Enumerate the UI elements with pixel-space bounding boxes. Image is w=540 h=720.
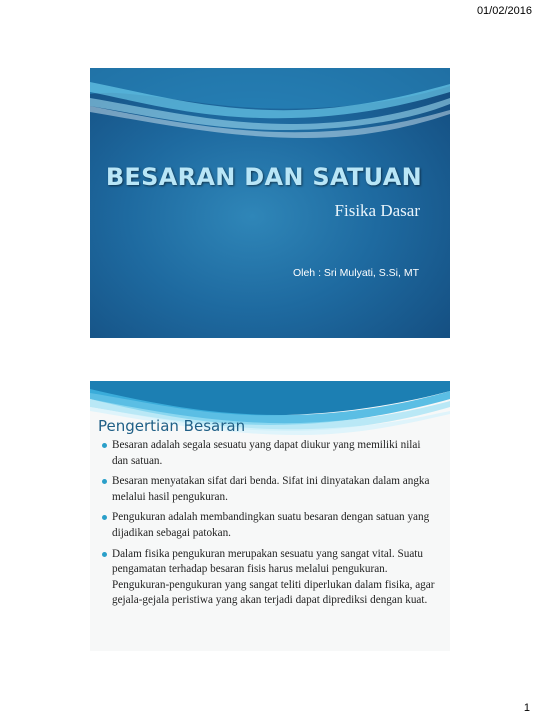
bullet-list [102, 438, 437, 614]
content-slide [90, 381, 450, 651]
bullet-icon [102, 443, 107, 448]
list-item: Besaran adalah segala sesuatu yang dapat diukur yang memiliki nilai dan satuan. [102, 438, 437, 469]
list-item: Dalam fisika pengukuran merupakan sesuatu yang sangat vital. Suatu pengamatan terhadap besaran fisis harus melalui pengukuran. Pengukuran-pengukuran yang sangat teliti diperlukan dalam fisika, agar gejala-gejala peristiwa yang akan terjadi dapat diprediksi dengan kuat. [102, 547, 437, 609]
print-date: 01/02/2016 [476, 5, 532, 17]
page-number: 1 [523, 702, 530, 714]
slide-title: Pengertian Besaran [98, 417, 246, 435]
list-item: Besaran menyatakan sifat dari benda. Sifat ini dinyatakan dalam angka melalui hasil pengukuran. [102, 474, 437, 505]
bullet-icon [102, 552, 107, 557]
slide-subtitle: Fisika Dasar [334, 201, 420, 220]
list-item: Pengukuran adalah membandingkan suatu besaran dengan satuan yang dijadikan sebagai patokan. [102, 510, 437, 541]
slide-title: BESARAN DAN SATUAN [105, 163, 422, 191]
bullet-icon [102, 479, 107, 484]
author-line: Oleh : Sri Mulyati, S.Si, MT [292, 267, 419, 279]
bullet-icon [102, 515, 107, 520]
title-slide [90, 68, 450, 338]
